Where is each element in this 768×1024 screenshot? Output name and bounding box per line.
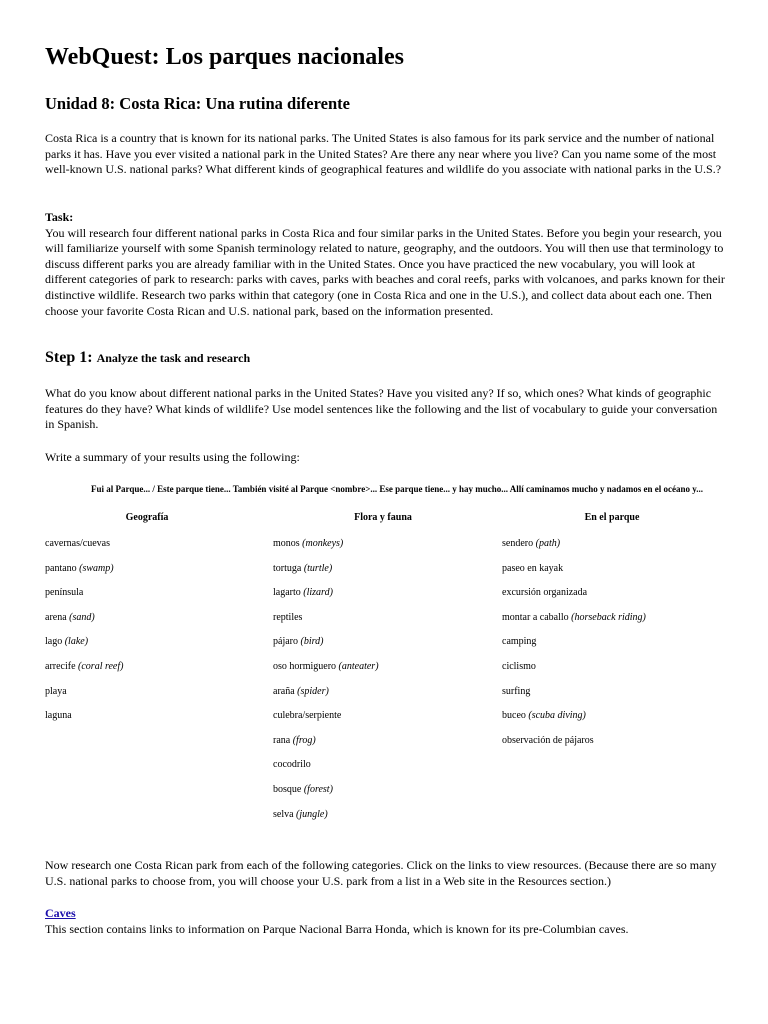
vocab-term: pantano [45,562,77,574]
vocab-translation: (sand) [69,611,95,623]
vocab-item-parque [502,735,594,746]
vocab-term: reptiles [273,611,303,623]
vocab-item-flora [273,735,316,746]
vocab-term: observación de pájaros [502,734,594,746]
vocab-term: oso hormiguero [273,661,337,672]
vocab-item-geografia [45,710,72,721]
vocab-translation: (horseback riding) [571,611,646,623]
vocab-translation: (scuba diving) [528,710,586,722]
vocab-item-flora [273,710,341,721]
vocab-term: monos [273,538,300,549]
caves-link[interactable]: Caves [45,906,76,920]
vocab-item-geografia [45,636,88,647]
vocab-item-geografia [45,538,110,549]
vocab-item-geografia [45,686,67,697]
vocab-translation: (forest) [303,784,333,795]
vocab-term: cocodrilo [273,759,311,771]
vocab-translation: (path) [535,538,561,549]
vocab-translation: (coral reef) [78,661,124,672]
vocab-item-flora [273,636,323,647]
unit-subtitle: Unidad 8: Costa Rica: Una rutina diferente [45,94,350,113]
page-title: WebQuest: Los parques nacionales [45,44,404,70]
task-label: Task: [45,210,74,224]
caves-description: This section contains links to information on Parque Nacional Barra Honda, which is known for its pre-Columbian caves. [45,922,629,936]
step1-heading [45,349,250,367]
vocab-term: cavernas/cuevas [45,538,110,549]
vocab-item-parque [502,636,536,647]
step1-title: Analyze the task and research [96,351,251,365]
vocab-term: playa [45,685,67,697]
vocab-term: pájaro [273,636,298,648]
model-sentences: Fui al Parque... / Este parque tiene... También visité al Parque <nombre>... Ese parque tiene... y hay mucho... Allí caminamos mucho y nadamos en el océano y... [91,484,703,494]
vocab-term: culebra/serpiente [273,710,342,722]
vocab-translation: (bird) [300,636,324,648]
vocab-item-parque [502,710,586,721]
vocab-term: surfing [502,685,531,697]
vocab-item-parque [502,612,646,623]
vocab-item-parque [502,661,536,672]
vocab-translation: (spider) [297,685,329,697]
vocab-item-flora [273,563,332,574]
vocab-term: camping [502,636,537,648]
summary-prompt: Write a summary of your results using the following: [45,450,300,464]
vocab-term: arrecife [45,661,76,672]
task-text: You will research four different national parks in Costa Rica and four similar parks in the United States. Before you begin your research, you will familiarize yourself with some Spanish terminology related to nature, geography, and the outdoors. You will then use that terminology to discuss different parks you are already familiar with in the United States. Once you have practiced the new vocabulary, you will look at different categories of park to research: parks with caves, parks with beaches and coral reefs, parks with volcanoes, and parks known for their distinctive wildlife. Research two parks within that category (one in Costa Rica and one in the U.S.), and collect data about each one. Then choose your favorite Costa Rican and U.S. national park, based on the information presented. [45,225,725,318]
vocab-term: lago [45,636,63,648]
vocab-translation: (jungle) [296,808,328,820]
step1-label: Step 1: [45,349,93,366]
vocab-term: lagarto [273,587,301,599]
vocab-term: península [45,587,84,599]
vocab-item-parque [502,587,587,598]
vocab-translation: (turtle) [303,562,333,574]
vocab-item-flora [273,686,329,697]
vocab-item-parque [502,538,560,549]
vocab-item-flora [273,661,379,672]
vocab-item-flora [273,587,333,598]
vocab-item-flora [273,784,333,795]
vocab-item-flora [273,809,328,820]
vocab-term: ciclismo [502,661,536,672]
vocab-term: laguna [45,710,72,722]
vocab-translation: (anteater) [338,661,379,672]
vocab-translation: (frog) [292,734,316,746]
vocab-item-parque [502,563,563,574]
vocab-item-parque [502,686,530,697]
vocab-translation: (lake) [64,636,89,648]
vocab-item-flora [273,759,311,770]
vocab-item-flora [273,538,343,549]
vocab-translation: (lizard) [303,587,333,599]
vocab-item-flora [273,612,302,623]
vocab-term: buceo [502,710,526,722]
vocab-term: arena [45,611,67,623]
vocab-term: bosque [273,784,302,795]
vocab-translation: (monkeys) [302,538,344,549]
step1-paragraph: What do you know about different national parks in the United States? Have you visited any? If so, which ones? What kinds of geographic features do they have? What kinds of wildlife? Use model sentences like the following and the list of vocabulary to guide your conversation in Spanish. [45,386,718,432]
research-paragraph: Now research one Costa Rican park from each of the following categories. Click on the links to view resources. (Because there are so many U.S. national parks to choose from, you will choose your U.S. park from a list in a Web site in the Resources section.) [45,858,717,888]
vocab-term: tortuga [273,562,302,574]
vocab-term: selva [273,808,294,820]
vocab-term: araña [273,685,295,697]
vocab-term: paseo en kayak [502,562,564,574]
vocab-item-geografia [45,612,95,623]
vocab-term: excursión organizada [502,587,588,599]
task-section [45,210,725,319]
vocab-term: montar a caballo [502,611,569,623]
vocab-translation: (swamp) [79,562,114,574]
vocab-term: rana [273,734,291,746]
vocab-header-parque: En el parque [584,512,640,523]
vocab-header-geografia: Geografía [125,512,169,523]
vocab-item-geografia [45,563,114,574]
vocab-term: sendero [502,538,534,549]
vocab-header-flora: Flora y fauna [354,512,412,523]
vocab-item-geografia [45,661,123,672]
intro-paragraph: Costa Rica is a country that is known for its national parks. The United States is also famous for its park service and the number of national parks it has. Have you ever visited a national park in the United States? Are there any near where you live? Can you name some of the most well-known U.S. national parks? What different kinds of geographical features and wildlife do you associate with national parks in the U.S.? [45,131,722,177]
vocab-item-geografia [45,587,83,598]
